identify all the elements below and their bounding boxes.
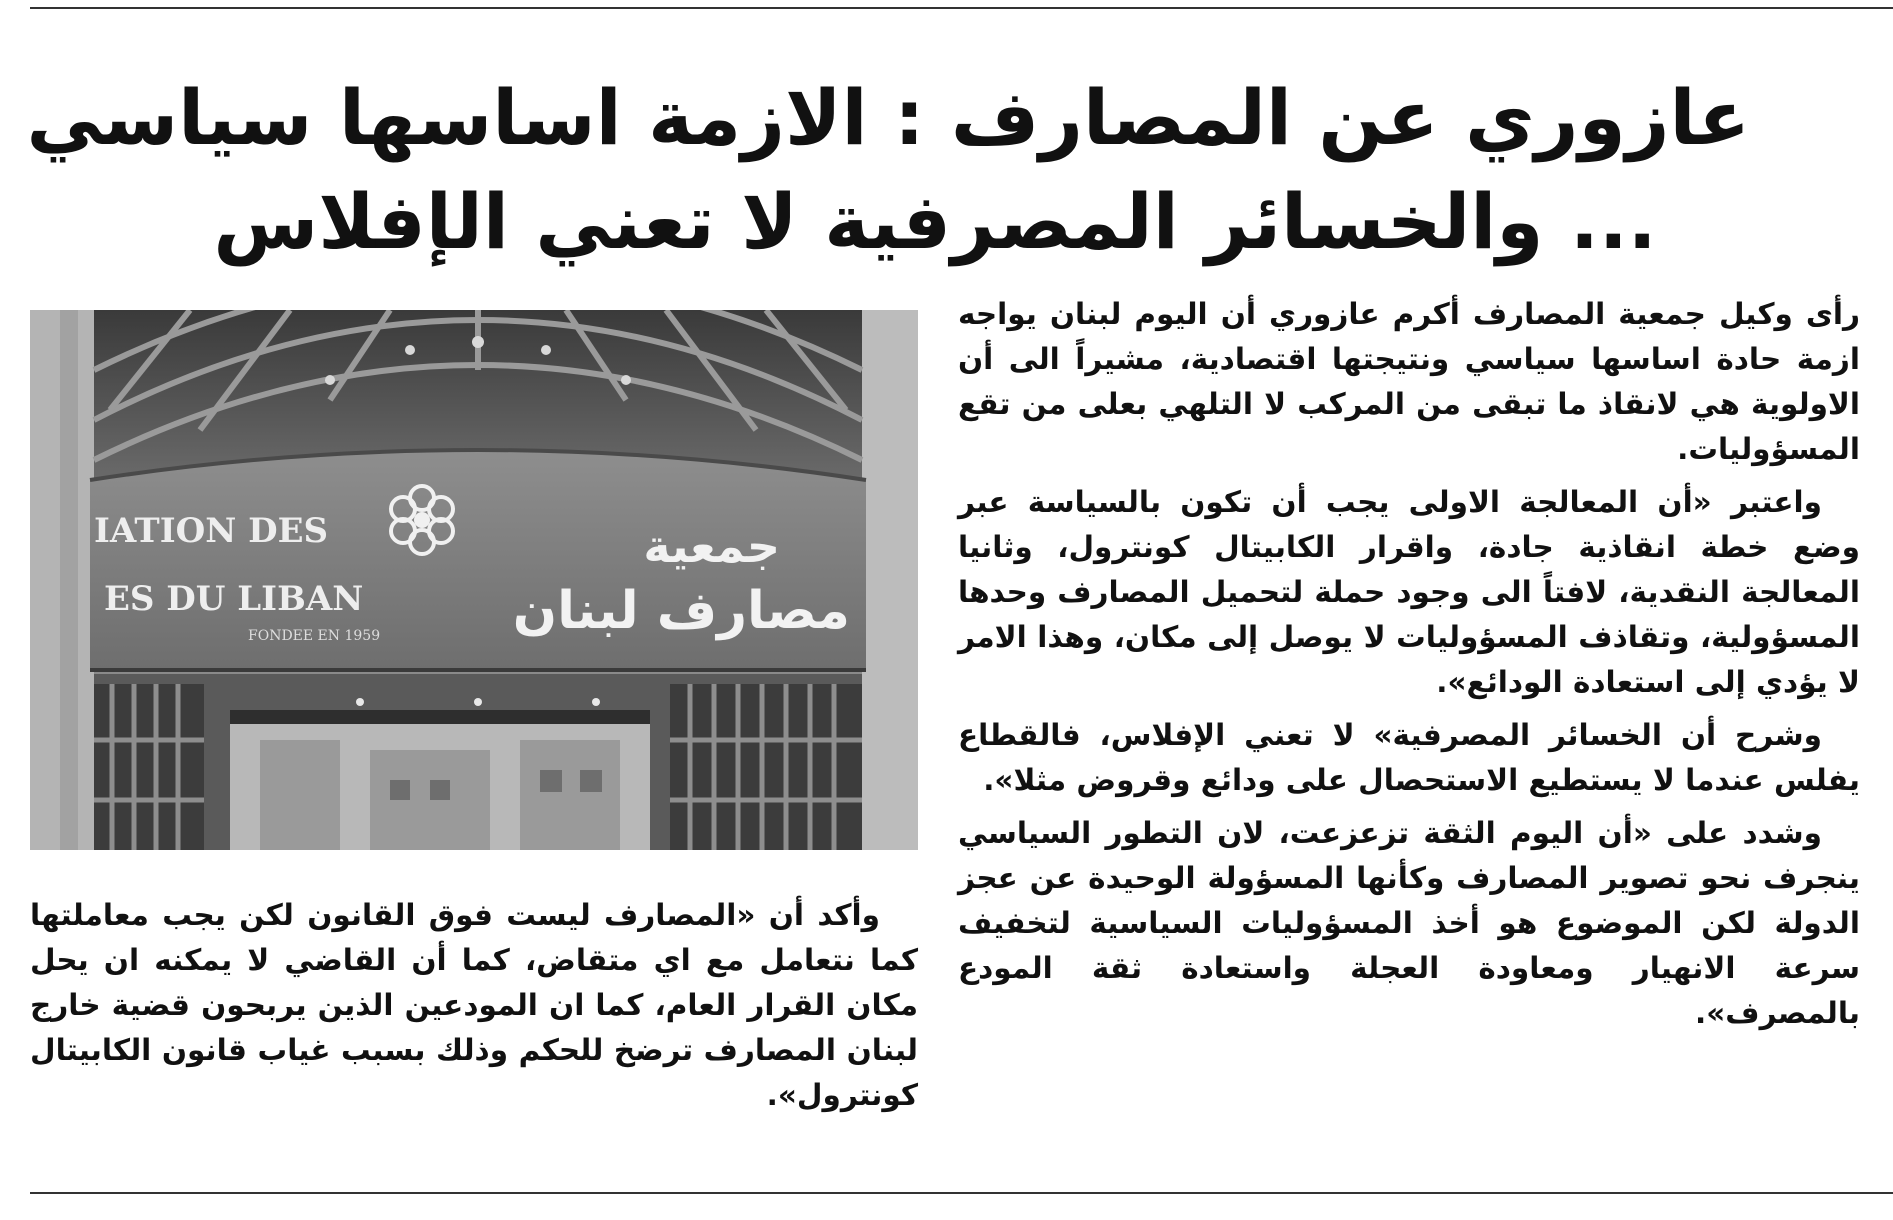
bottom-rule [30,1192,1893,1194]
sign-text-ar-2: مصارف لبنان [512,581,850,641]
sign-text-fr-3: FONDEE EN 1959 [248,628,381,644]
headline [26,66,1750,274]
sign-text-ar-1: جمعية [643,519,780,573]
article-right-column [958,292,1860,1044]
headline-line-1: عازوري عن المصارف : الازمة اساسها سياسي [26,73,1750,162]
headline-line-2: ... والخسائر المصرفية لا تعني الإفلاس [213,177,1657,266]
bank-association-photo [30,310,918,850]
sign-text-fr-1: IATION DES [94,511,329,551]
article-left-column [30,893,918,1118]
article-paragraph-5: وأكد أن «المصارف ليست فوق القانون لكن يجب معاملتها كما نتعامل مع اي متقاض، كما أن القاضي لا يمكنه ان يحل مكان القرار العام، كما ان المودعين الذين يربحون قضية خارج لبنان المصارف ترضخ للحكم وذلك بسبب غياب قانون الكابيتال كونترول». [30,898,918,1112]
article-paragraph-1: رأى وكيل جمعية المصارف أكرم عازوري أن اليوم لبنان يواجه ازمة حادة اساسها سياسي ونتيجتها اقتصادية، مشيراً الى أن الاولوية هي لانقاذ ما تبقى من المركب لا التلهي بعلى من تقع المسؤوليات. [958,297,1860,466]
article-paragraph-4: وشدد على «أن اليوم الثقة تزعزعت، لان التطور السياسي ينجرف نحو تصوير المصارف وكأنها المسؤولة الوحيدة عن عجز الدولة لكن الموضوع هو أخذ المسؤوليات السياسية لتخفيف سرعة الانهيار ومعاودة العجلة واستعادة ثقة المودع بالمصرف». [958,816,1860,1030]
article-paragraph-3: وشرح أن الخسائر المصرفية» لا تعني الإفلاس، فالقطاع يفلس عندما لا يستطيع الاستحصال على ودائع وقروض مثلا». [958,718,1860,797]
sign-text-fr-2: ES DU LIBAN [104,579,364,619]
top-rule [30,7,1893,9]
article-paragraph-2: واعتبر «أن المعالجة الاولى يجب أن تكون بالسياسة عبر وضع خطة انقاذية جادة، واقرار الكابيتال كونترول، وثانيا المعالجة النقدية، لافتاً الى وجود حملة لتحميل المصارف وحدها المسؤولية، وتقاذف المسؤوليات لا يوصل إلى مكان، وهذا الامر لا يؤدي إلى استعادة الودائع». [958,485,1860,699]
